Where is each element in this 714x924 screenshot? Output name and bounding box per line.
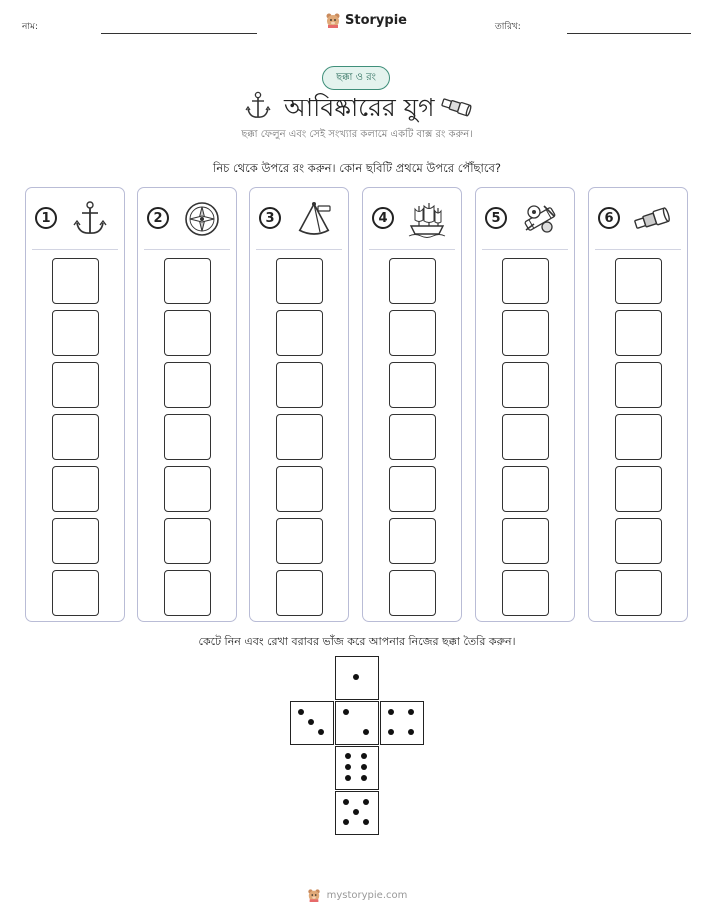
- color-box[interactable]: [389, 362, 436, 408]
- color-box[interactable]: [615, 570, 662, 616]
- die-pip: [363, 799, 369, 805]
- die-pip: [361, 753, 367, 759]
- footer: [0, 888, 714, 902]
- die-face-5: [335, 791, 379, 835]
- name-label: নাম:: [22, 22, 39, 32]
- column-divider: [32, 249, 118, 250]
- color-box[interactable]: [52, 258, 99, 304]
- die-pip: [388, 729, 394, 735]
- column-number: 2: [147, 207, 169, 229]
- color-box[interactable]: [164, 466, 211, 512]
- column-divider: [144, 249, 230, 250]
- die-pip: [308, 719, 314, 725]
- anchor-icon: [245, 91, 271, 121]
- die-pip: [361, 764, 367, 770]
- column-number: 5: [485, 207, 507, 229]
- anchor-icon: [70, 200, 110, 238]
- color-box[interactable]: [389, 414, 436, 460]
- die-net: [290, 656, 424, 836]
- instruction: নিচ থেকে উপরে রং করুন। কোন ছবিটি প্রথমে উপরে পৌঁছাবে?: [213, 161, 501, 175]
- color-box[interactable]: [615, 466, 662, 512]
- die-pip: [345, 753, 351, 759]
- telescope-icon: [440, 97, 472, 117]
- die-pip: [343, 799, 349, 805]
- die-pip: [343, 819, 349, 825]
- map-tools-icon: [520, 200, 560, 238]
- color-box[interactable]: [52, 310, 99, 356]
- die-pip: [363, 729, 369, 735]
- die-pip: [408, 729, 414, 735]
- page-title: আবিষ্কারের যুগ: [284, 93, 435, 122]
- color-box[interactable]: [389, 310, 436, 356]
- die-face-3: [290, 701, 334, 745]
- color-box[interactable]: [52, 362, 99, 408]
- column-5: [475, 187, 575, 622]
- color-box[interactable]: [52, 466, 99, 512]
- column-2: [137, 187, 237, 622]
- column-divider: [482, 249, 568, 250]
- cut-instruction: কেটে নিন এবং রেখা বরাবর ভাঁজ করে আপনার নিজের ছক্কা তৈরি করুন।: [198, 635, 516, 648]
- column-1: [25, 187, 125, 622]
- die-face-1: [335, 656, 379, 700]
- color-box[interactable]: [276, 414, 323, 460]
- color-box[interactable]: [276, 570, 323, 616]
- color-box[interactable]: [502, 466, 549, 512]
- storypie-bear-icon: [325, 12, 341, 28]
- die-pip: [298, 709, 304, 715]
- die-pip: [345, 764, 351, 770]
- color-box[interactable]: [164, 310, 211, 356]
- brand-logo: [325, 12, 407, 28]
- activity-badge: ছক্কা ও রং: [322, 66, 390, 90]
- die-pip: [343, 709, 349, 715]
- die-face-4: [380, 701, 424, 745]
- column-number: 6: [598, 207, 620, 229]
- date-label: তারিখ:: [495, 22, 521, 32]
- die-pip: [318, 729, 324, 735]
- color-box[interactable]: [389, 466, 436, 512]
- color-box[interactable]: [52, 518, 99, 564]
- die-pip: [361, 775, 367, 781]
- telescope-icon: [633, 200, 673, 238]
- column-6: [588, 187, 688, 622]
- color-box[interactable]: [164, 362, 211, 408]
- column-number: 4: [372, 207, 394, 229]
- color-box[interactable]: [389, 570, 436, 616]
- brand-name: Storypie: [345, 12, 407, 28]
- color-box[interactable]: [615, 310, 662, 356]
- color-box[interactable]: [164, 570, 211, 616]
- color-box[interactable]: [276, 258, 323, 304]
- color-box[interactable]: [502, 570, 549, 616]
- color-box[interactable]: [164, 258, 211, 304]
- color-box[interactable]: [276, 362, 323, 408]
- die-face-2: [335, 701, 379, 745]
- color-box[interactable]: [52, 570, 99, 616]
- subtitle: ছক্কা ফেলুন এবং সেই সংখ্যার কলামে একটি বাক্স রং করুন।: [241, 129, 473, 140]
- color-box[interactable]: [276, 518, 323, 564]
- color-box[interactable]: [502, 518, 549, 564]
- column-4: [362, 187, 462, 622]
- color-box[interactable]: [389, 518, 436, 564]
- die-pip: [345, 775, 351, 781]
- name-line: [101, 33, 257, 34]
- column-number: 1: [35, 207, 57, 229]
- color-box[interactable]: [615, 362, 662, 408]
- color-box[interactable]: [615, 414, 662, 460]
- column-divider: [369, 249, 455, 250]
- column-number: 3: [259, 207, 281, 229]
- color-box[interactable]: [164, 414, 211, 460]
- color-box[interactable]: [502, 362, 549, 408]
- ship-icon: [407, 200, 447, 238]
- column-divider: [595, 249, 681, 250]
- date-line: [567, 33, 691, 34]
- sextant-icon: [294, 200, 334, 238]
- column-divider: [256, 249, 342, 250]
- color-box[interactable]: [389, 258, 436, 304]
- color-box[interactable]: [276, 310, 323, 356]
- compass-icon: [182, 200, 222, 238]
- column-3: [249, 187, 349, 622]
- die-pip: [408, 709, 414, 715]
- color-box[interactable]: [615, 258, 662, 304]
- die-pip: [388, 709, 394, 715]
- color-box[interactable]: [615, 518, 662, 564]
- color-box[interactable]: [164, 518, 211, 564]
- die-pip: [353, 674, 359, 680]
- color-box[interactable]: [502, 414, 549, 460]
- color-box[interactable]: [502, 258, 549, 304]
- storypie-bear-icon: [307, 888, 321, 902]
- die-pip: [363, 819, 369, 825]
- color-box[interactable]: [276, 466, 323, 512]
- die-face-6: [335, 746, 379, 790]
- die-pip: [353, 809, 359, 815]
- color-box[interactable]: [502, 310, 549, 356]
- color-box[interactable]: [52, 414, 99, 460]
- footer-url[interactable]: mystorypie.com: [326, 889, 408, 901]
